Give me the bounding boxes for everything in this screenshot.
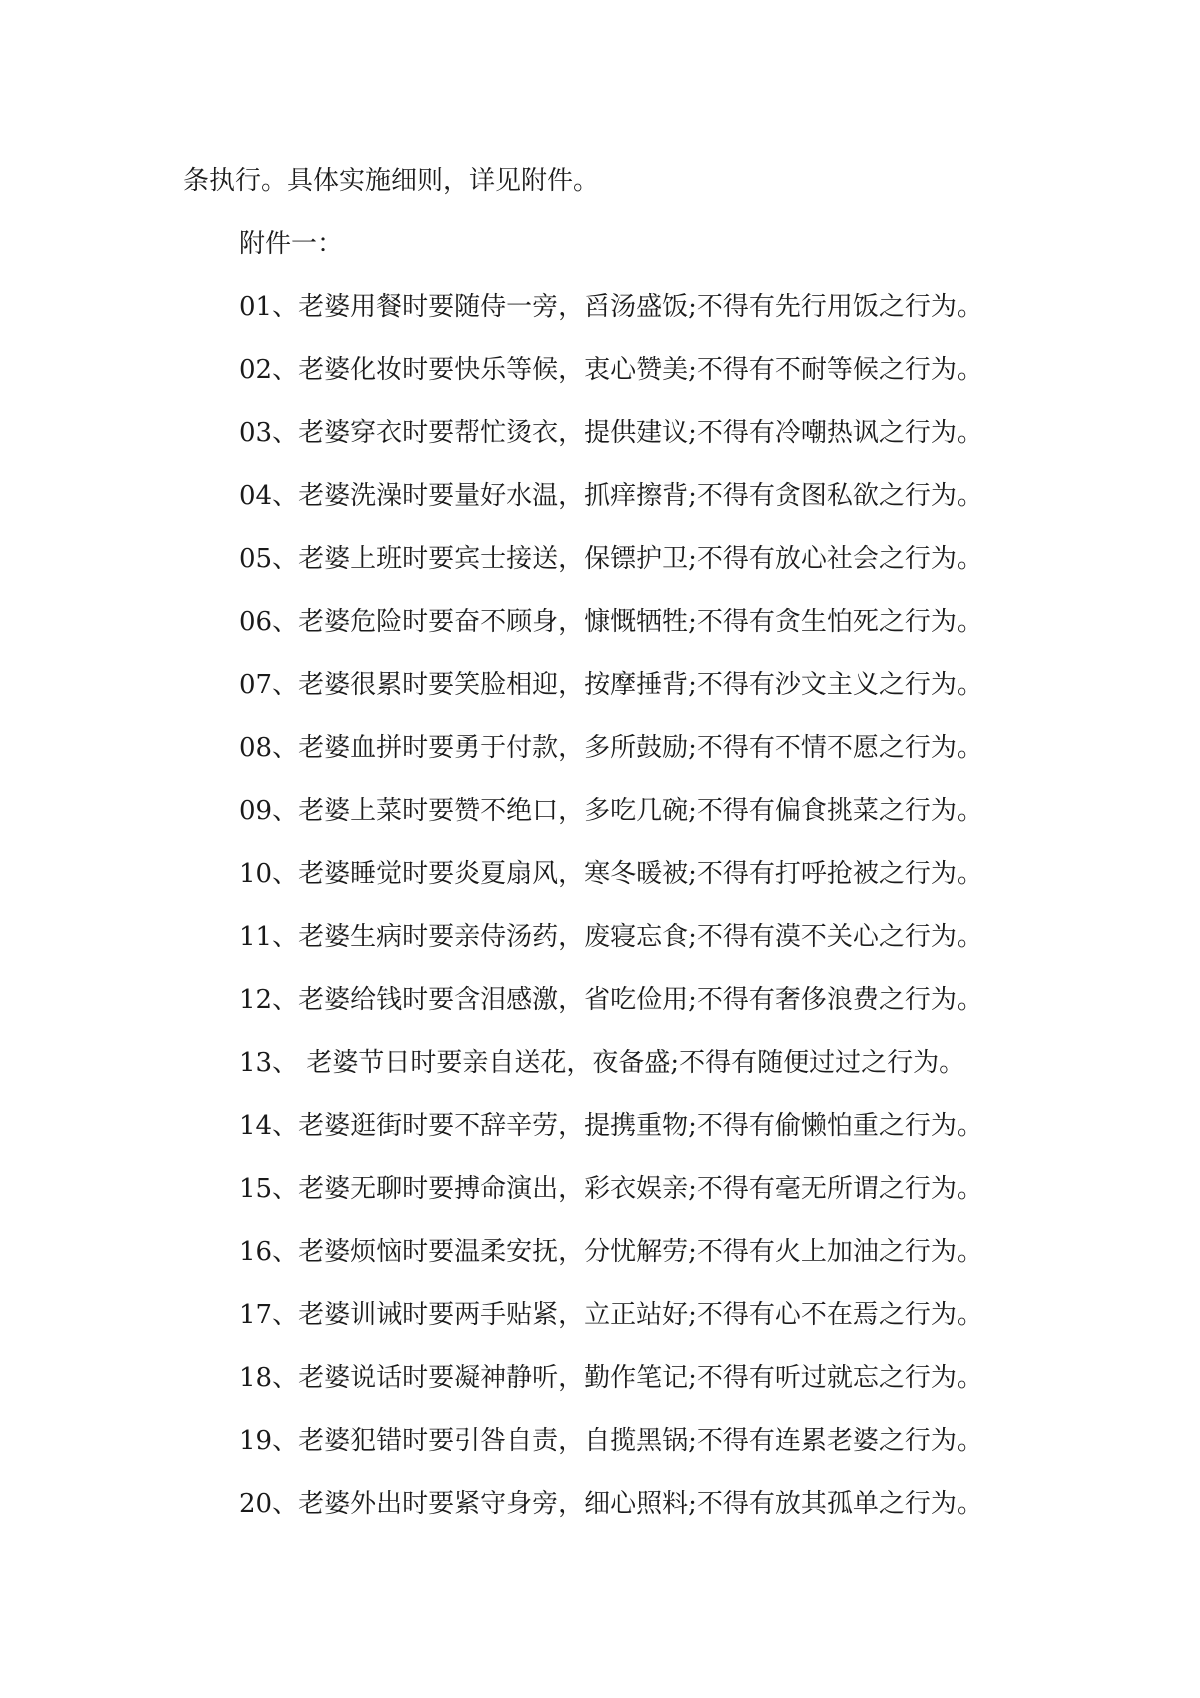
rule-item-01: 01、老婆用餐时要随侍一旁，舀汤盛饭;不得有先行用饭之行为。 <box>239 292 983 322</box>
rule-item-03: 03、老婆穿衣时要帮忙烫衣，提供建议;不得有冷嘲热讽之行为。 <box>239 418 983 448</box>
rule-item-07: 07、老婆很累时要笑脸相迎，按摩捶背;不得有沙文主义之行为。 <box>239 670 983 700</box>
rule-item-19: 19、老婆犯错时要引咎自责，自揽黑锅;不得有连累老婆之行为。 <box>239 1426 983 1456</box>
rule-item-12: 12、老婆给钱时要含泪感激，省吃俭用;不得有奢侈浪费之行为。 <box>239 985 983 1015</box>
rule-item-05: 05、老婆上班时要宾士接送，保镖护卫;不得有放心社会之行为。 <box>239 544 983 574</box>
rule-item-02: 02、老婆化妆时要快乐等候，衷心赞美;不得有不耐等候之行为。 <box>239 355 983 385</box>
rule-item-14: 14、老婆逛街时要不辞辛劳，提携重物;不得有偷懒怕重之行为。 <box>239 1111 983 1141</box>
rule-item-06: 06、老婆危险时要奋不顾身，慷慨牺牲;不得有贪生怕死之行为。 <box>239 607 983 637</box>
document-body <box>183 150 1063 1536</box>
rule-item-16: 16、老婆烦恼时要温柔安抚，分忧解劳;不得有火上加油之行为。 <box>239 1237 983 1267</box>
rule-item-11: 11、老婆生病时要亲侍汤药，废寝忘食;不得有漠不关心之行为。 <box>239 922 983 952</box>
attachment-heading: 附件一： <box>239 229 344 259</box>
rule-item-10: 10、老婆睡觉时要炎夏扇风，寒冬暖被;不得有打呼抢被之行为。 <box>239 859 983 889</box>
continuation-line: 条执行。具体实施细则，详见附件。 <box>183 166 600 196</box>
rule-item-09: 09、老婆上菜时要赞不绝口，多吃几碗;不得有偏食挑菜之行为。 <box>239 796 983 826</box>
rule-item-18: 18、老婆说话时要凝神静听，勤作笔记;不得有听过就忘之行为。 <box>239 1363 983 1393</box>
rule-item-08: 08、老婆血拼时要勇于付款，多所鼓励;不得有不情不愿之行为。 <box>239 733 983 763</box>
rule-item-15: 15、老婆无聊时要搏命演出，彩衣娱亲;不得有毫无所谓之行为。 <box>239 1174 983 1204</box>
rule-item-04: 04、老婆洗澡时要量好水温，抓痒擦背;不得有贪图私欲之行为。 <box>239 481 983 511</box>
rule-item-13: 13、 老婆节日时要亲自送花，夜备盛;不得有随便过过之行为。 <box>239 1048 966 1078</box>
rule-item-17: 17、老婆训诫时要两手贴紧，立正站好;不得有心不在焉之行为。 <box>239 1300 983 1330</box>
rule-item-20: 20、老婆外出时要紧守身旁，细心照料;不得有放其孤单之行为。 <box>239 1489 983 1519</box>
